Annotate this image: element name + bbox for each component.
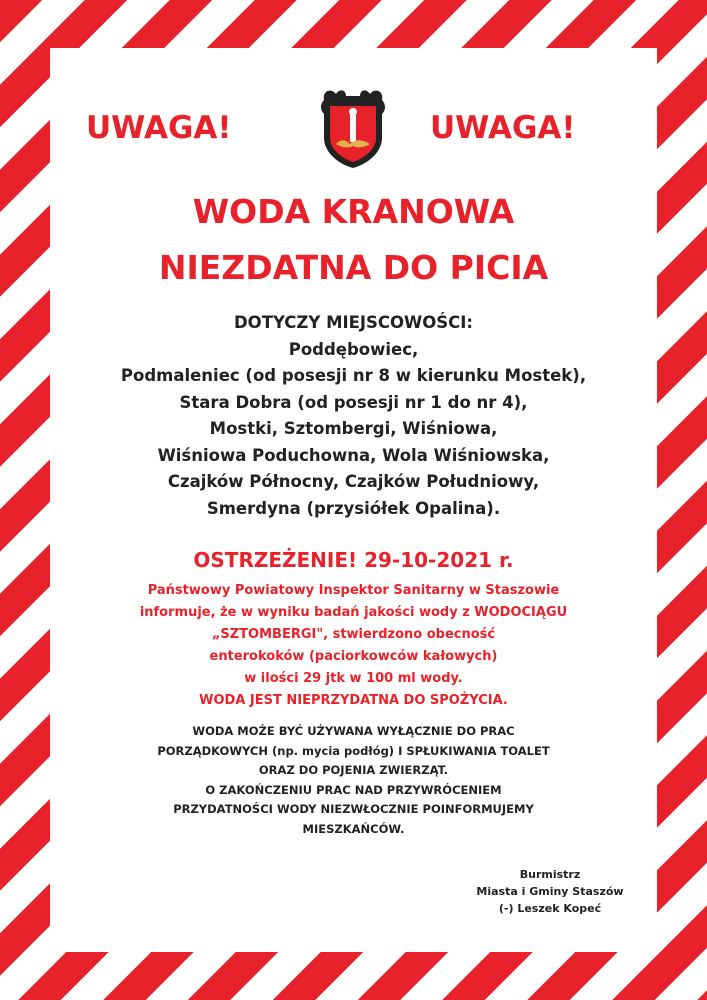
usage-line: MIESZKAŃCÓW. bbox=[302, 821, 405, 836]
locality-line: Wiśniowa Poduchowna, Wola Wiśniowska, bbox=[157, 445, 550, 465]
usage-line: PRZYDATNOŚCI WODY NIEZWŁOCZNIE POINFORMUJEMY bbox=[173, 802, 534, 816]
affected-localities bbox=[50, 310, 657, 522]
headline-line: WODA KRANOWA bbox=[192, 192, 515, 231]
warning-line: informuje, że w wyniku badań jakości wody z WODOCIĄGU bbox=[139, 605, 568, 620]
warning-line: w ilości 29 jtk w 100 ml wody. bbox=[244, 671, 463, 686]
warning-line: „SZTOMBERGI", stwierdzono obecność bbox=[211, 627, 496, 642]
uwaga-left: UWAGA! bbox=[86, 110, 232, 146]
usage-line: O ZAKOŃCZENIU PRAC NAD PRZYWRÓCENIEM bbox=[205, 782, 502, 797]
locality-line: Stara Dobra (od posesji nr 1 do nr 4), bbox=[179, 392, 528, 412]
usage-line: PORZĄDKOWYCH (np. mycia podłóg) I SPŁUKIWANIA TOALET bbox=[157, 743, 550, 758]
affected-title: DOTYCZY MIEJSCOWOŚCI: bbox=[233, 313, 474, 332]
locality-line: Mostki, Sztombergi, Wiśniowa, bbox=[209, 419, 498, 438]
locality-line: Poddębowiec, bbox=[288, 339, 419, 359]
signature bbox=[450, 866, 650, 917]
usage-line: WODA MOŻE BYĆ UŻYWANA WYŁĄCZNIE DO PRAC bbox=[192, 724, 515, 738]
headline-line: NIEZDATNA DO PICIA bbox=[158, 248, 549, 287]
warning-line: WODA JEST NIEPRZYDATNA DO SPOŻYCIA. bbox=[199, 693, 508, 708]
signature-line: (-) Leszek Kopeć bbox=[498, 902, 602, 915]
headline bbox=[50, 184, 657, 296]
usage-note bbox=[50, 722, 657, 839]
locality-line: Smerdyna (przysiółek Opalina). bbox=[206, 498, 501, 518]
usage-line: ORAZ DO POJENIA ZWIERZĄT. bbox=[258, 763, 449, 777]
warning-body bbox=[50, 580, 657, 712]
locality-line: Podmaleniec (od posesji nr 8 w kierunku Mostek), bbox=[120, 366, 587, 385]
coat-of-arms-emblem bbox=[316, 86, 390, 170]
signature-line: Miasta i Gminy Staszów bbox=[476, 885, 624, 898]
warning-title: OSTRZEŻENIE! 29-10-2021 r. bbox=[193, 548, 514, 572]
warning-line: Państwowy Powiatowy Inspektor Sanitarny w Staszowie bbox=[147, 583, 560, 598]
locality-line: Czajków Północny, Czajków Południowy, bbox=[167, 472, 540, 491]
warning-line: enterokoków (paciorkowców kałowych) bbox=[209, 649, 498, 664]
signature-line: Burmistrz bbox=[519, 868, 581, 881]
uwaga-right: UWAGA! bbox=[430, 110, 576, 146]
notice-panel bbox=[50, 48, 657, 952]
